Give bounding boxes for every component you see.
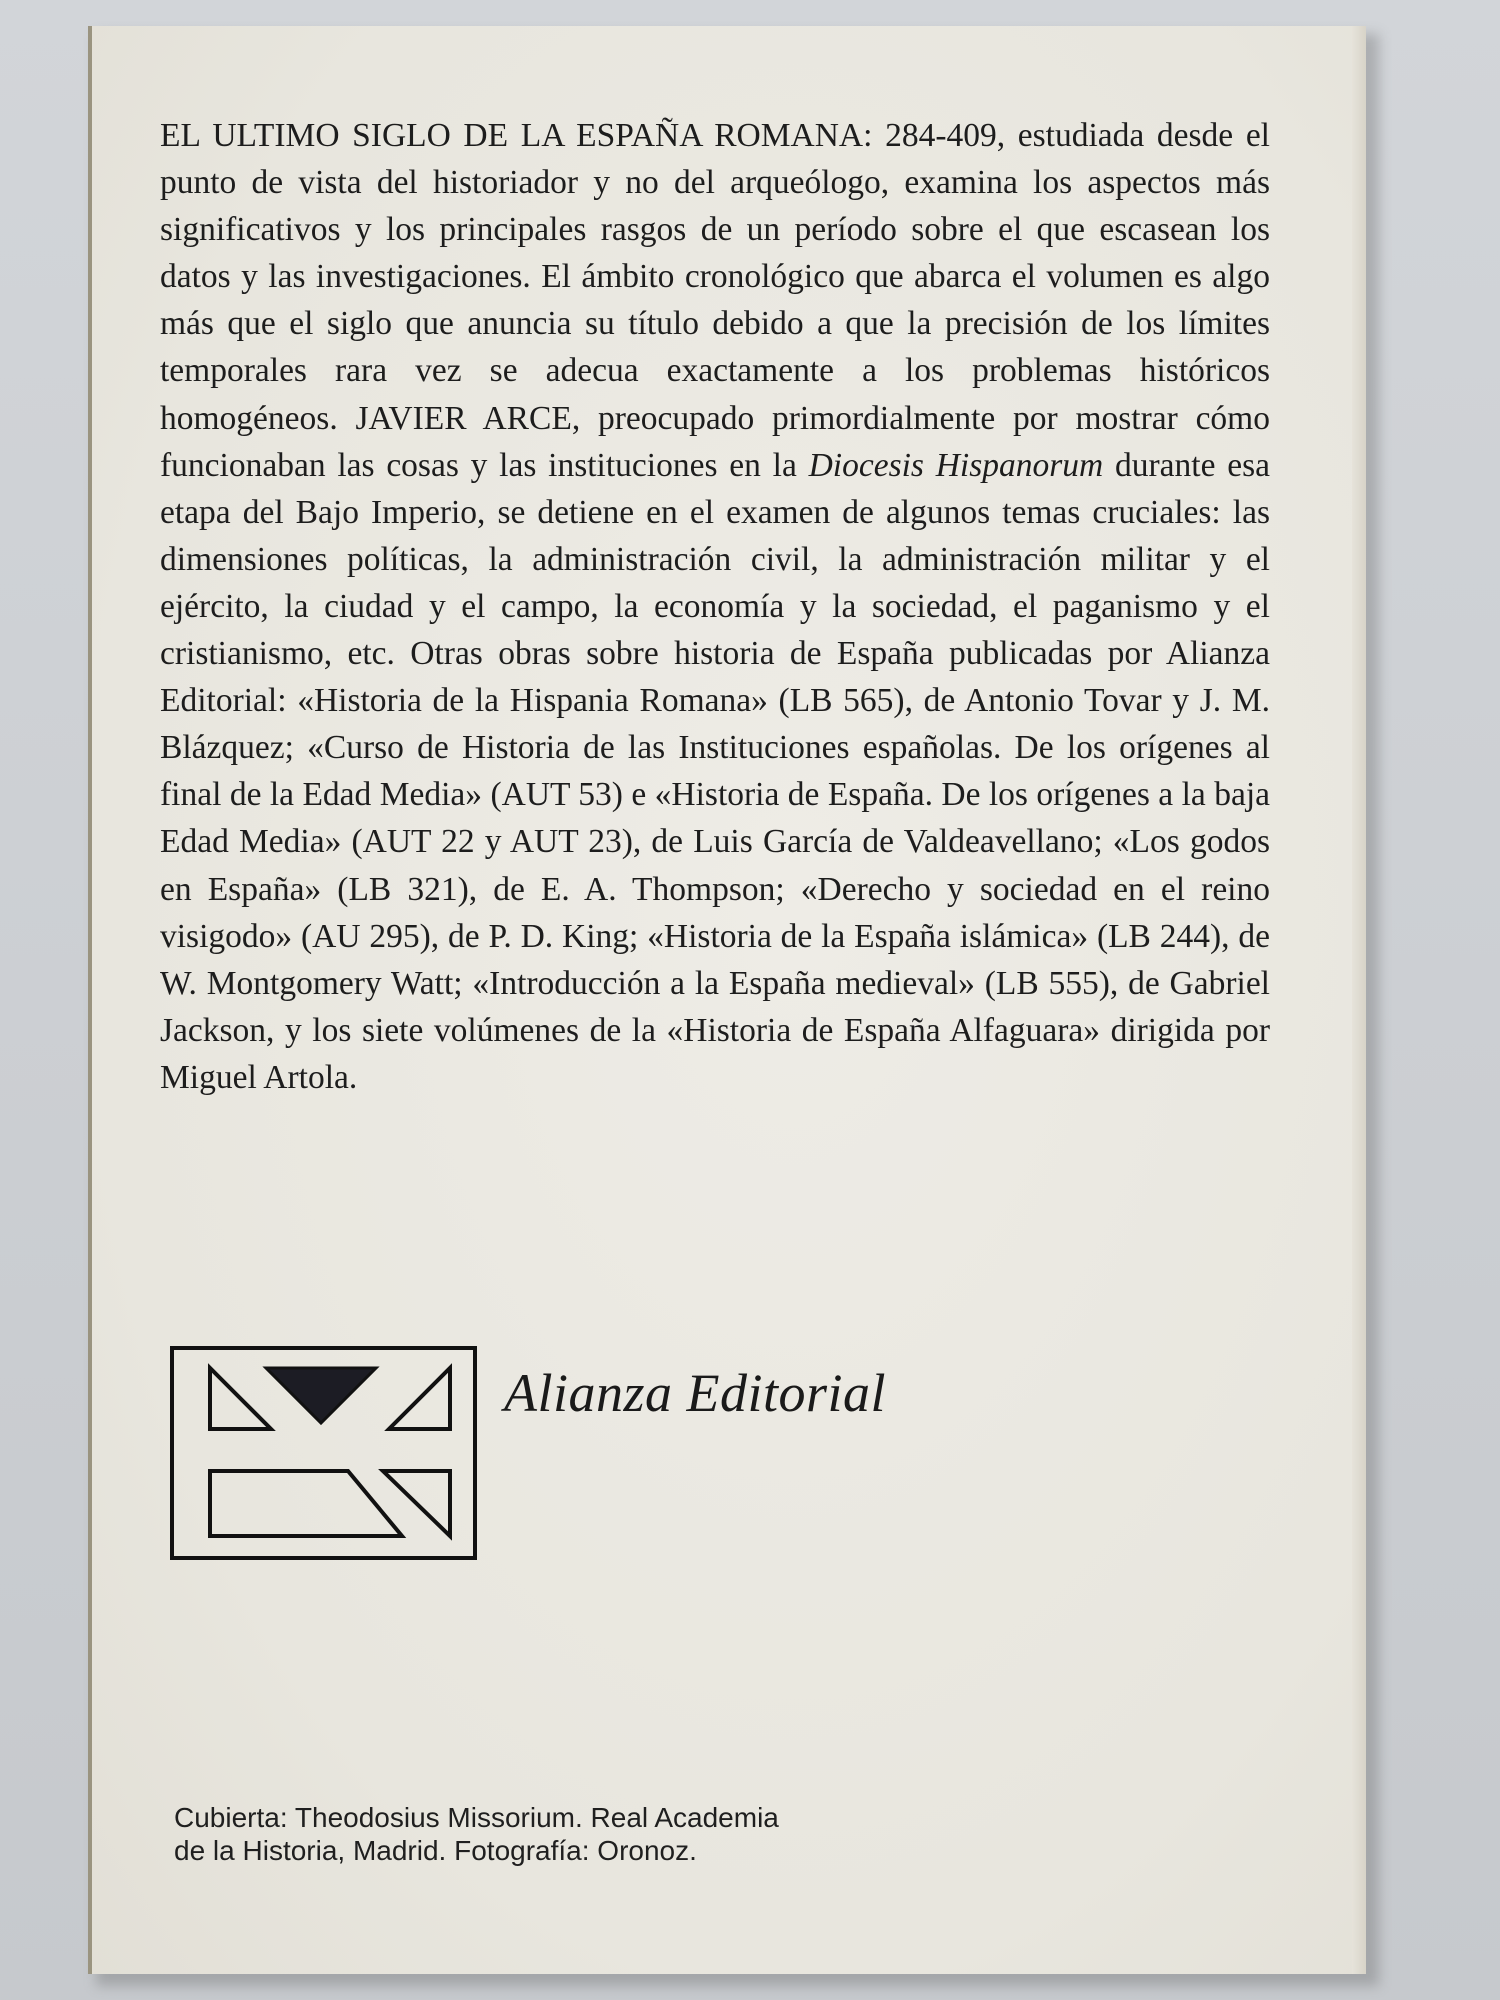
cover-credit: [174, 1801, 934, 1867]
publisher-name: Alianza Editorial: [504, 1363, 887, 1423]
book-page-edge: [1352, 26, 1366, 1974]
publisher-logo: [170, 1346, 477, 1560]
blurb-italic-term: Diocesis Hispanorum: [808, 446, 1104, 484]
back-cover-blurb: [160, 112, 1270, 1101]
blurb-text-intro: EL ULTIMO SIGLO DE LA ESPAÑA ROMANA: 284-409, estudiada desde el punto de vista del historiador y no del arqueólogo, examina los aspectos más significativos y los principales rasgos de un período sobre el que escasean los datos y las investigaciones. El ámbito cronológico que abarca el volumen es algo más que el siglo que anuncia su título debido a que la precisión de los límites temporales rara vez se adecua exactamente a los problemas históricos homogéneos. JAVIER ARCE, preocupado primordialmente por mostrar cómo funcionaban las cosas y las instituciones en la: [160, 117, 1270, 484]
credit-line-2: de la Historia, Madrid. Fotografía: Oronoz.: [174, 1835, 697, 1866]
blurb-text-rest: durante esa etapa del Bajo Imperio, se detiene en el examen de algunos temas cruciales: las dimensiones políticas, la administración civil, la administración militar y el ejército, la ciudad y el campo, la economía y la sociedad, el paganismo y el cristianismo, etc. Otras obras sobre historia de España publicadas por Alianza Editorial: «Historia de la Hispania Romana» (LB 565), de Antonio Tovar y J. M. Blázquez; «Curso de Historia de las Instituciones españolas. De los orígenes al final de la Edad Media» (AUT 53) e «Historia de España. De los orígenes a la baja Edad Media» (AUT 22 y AUT 23), de Luis García de Valdeavellano; «Los godos en España» (LB 321), de E. A. Thompson; «Derecho y sociedad en el reino visigodo» (AU 295), de P. D. King; «Historia de la España islámica» (LB 244), de W. Montgomery Watt; «Introducción a la España medieval» (LB 555), de Gabriel Jackson, y los siete volúmenes de la «Historia de España Alfaguara» dirigida por Miguel Artola.: [160, 446, 1270, 1096]
credit-line-1: Cubierta: Theodosius Missorium. Real Academia: [174, 1802, 779, 1833]
